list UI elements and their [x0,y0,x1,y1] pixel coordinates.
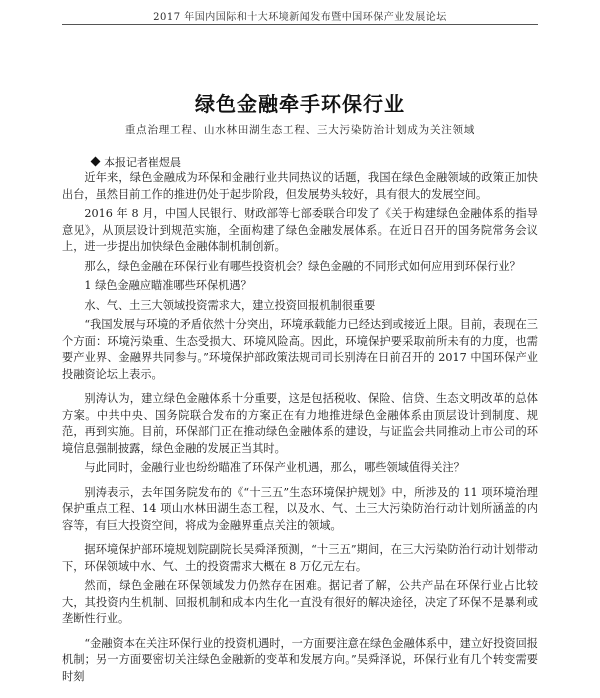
paragraph: 那么，绿色金融在环保行业有哪些投资机会？绿色金融的不同形式如何应用到环保行业？ [84,259,521,273]
paragraph: 别涛表示，去年国务院发布的《“十三五”生态环境保护规划》中，所涉及的 11 项环境治理保护重点工程、14 项山水林田湖生态工程，以及水、气、土三大污染防治行动计划所涵盖的内容等，有巨大投资空间，将成为金融界重点关注的领域。 [62,485,538,532]
paragraph: 别涛认为，建立绿色金融体系十分重要，这是包括税收、保险、信贷、生态文明改革的总体方案。中共中央、国务院联合发布的方案正在有力地推进绿色金融体系由顶层设计到制度、规范，再到实施。目前，环保部门正在推动绿色金融体系的建设，与证监会共同推动上市公司的环境信息强制披露，绿色金融的发展正当其时。 [62,392,538,455]
paragraph: “金融资本在关注环保行业的投资机遇时，一方面要注意在绿色金融体系中，建立好投资回报机制；另一方面要密切关注绿色金融新的变革和发展方向。”吴舜泽说，环保行业有几个转变需要时刻 [62,636,538,683]
paragraph: 近年来，绿色金融成为环保和金融行业共同热议的话题，我国在绿色金融领域的政策正加快出台，虽然目前工作的推进仍处于起步阶段，但发展势头较好，具有很大的发展空间。 [62,171,538,201]
paragraph: 据环境保护部环境规划院副院长吴舜泽预测，“十三五”期间，在三大污染防治行动计划带动下，环保领域中水、气、土的投资需求大概在 8 万亿元左右。 [62,543,538,573]
article-body [62,170,538,688]
header-divider [62,24,538,25]
paragraph: 2016 年 8 月，中国人民银行、财政部等七部委联合印发了《关于构建绿色金融体系的指导意见》，从顶层设计到规范实施，全面构建了绿色金融发展体系。在近日召开的国务院常务会议上，进一步提出加快绿色金融体制机制创新。 [62,207,538,253]
byline-text: 本报记者崔煜晨 [104,156,181,169]
section-subheading: 水、气、土三大领域投资需求大，建立投资回报机制很重要 [84,298,376,312]
article-title: 绿色金融牵手环保行业 [195,92,405,116]
section-heading: 1 绿色金融应瞄准哪些环保机遇？ [84,279,252,292]
paragraph: “我国发展与环境的矛盾依然十分突出，环境承载能力已经达到或接近上限。目前，表现在三个方面：环境污染重、生态受损大、环境风险高。因此，环境保护要采取前所未有的力度，也需要产业界、金融界共同参与。”环境保护部政策法规司司长别涛在日前召开的 2017 中国环保产业投融资论坛上表示。 [62,318,538,381]
diamond-bullet-icon [91,157,101,167]
running-header: 2017 年国内国际和十大环境新闻发布暨中国环保产业发展论坛 [153,12,447,23]
paragraph: 与此同时，金融行业也纷纷瞄准了环保产业机遇，那么，哪些领域值得关注？ [84,461,465,474]
paragraph: 然而，绿色金融在环保领域发力仍然存在困难。据记者了解，公共产品在环保行业占比较大，其投资内生机制、回报机制和成本内生化一直没有很好的解决途径，决定了环保不是暴利或垄断性行业。 [62,579,538,625]
article-subtitle: 重点治理工程、山水林田湖生态工程、三大污染防治计划成为关注领域 [124,124,476,136]
byline [92,154,181,170]
